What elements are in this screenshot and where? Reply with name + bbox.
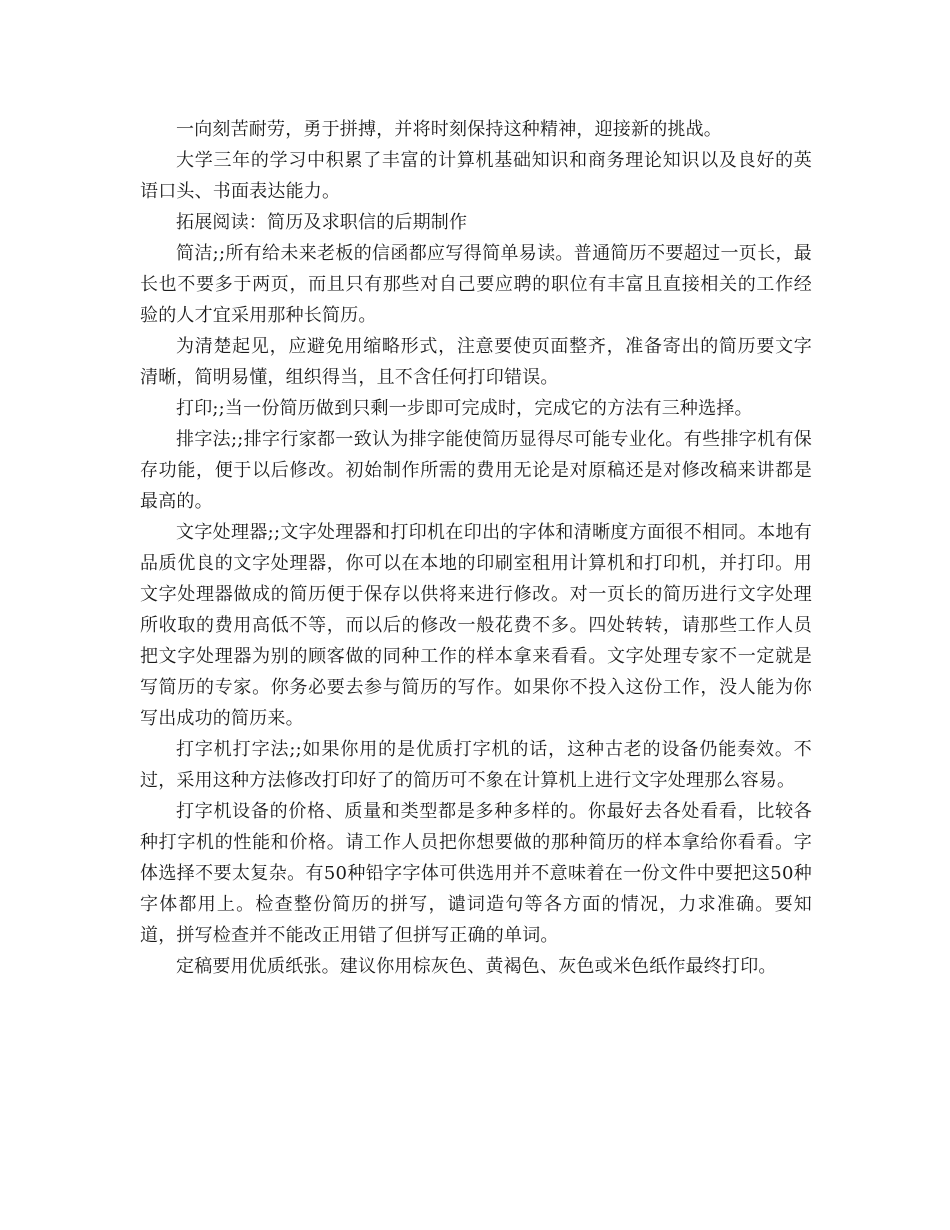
extended-reading-heading: 拓展阅读：简历及求职信的后期制作 [176,212,468,233]
document-body [140,114,812,982]
paragraph-paper: 定稿要用优质纸张。建议你用棕灰色、黄褐色、灰色或米色纸作最终打印。 [176,956,777,977]
paragraph-2: 大学三年的学习中积累了丰富的计算机基础知识和商务理论知识以及良好的英语口头、书面表达能力。 [140,150,812,202]
paragraph-typesetting: 排字法;;排字行家都一致认为排字能使简历显得尽可能专业化。有些排字机有保存功能，便于以后修改。初始制作所需的费用无论是对原稿还是对修改稿来讲都是最高的。 [140,429,812,512]
paragraph-clarity: 为清楚起见，应避免用缩略形式，注意要使页面整齐，准备寄出的简历要文字清晰，简明易懂，组织得当，且不含任何打印错误。 [140,336,812,388]
paragraph-typewriter: 打字机打字法;;如果你用的是优质打字机的话，这种古老的设备仍能奏效。不过，采用这种方法修改打印好了的简历可不象在计算机上进行文字处理那么容易。 [140,739,812,791]
paragraph-1: 一向刻苦耐劳，勇于拼搏，并将时刻保持这种精神，迎接新的挑战。 [176,119,722,140]
paragraph-printing: 打印;;当一份简历做到只剩一步即可完成时，完成它的方法有三种选择。 [176,398,753,419]
paragraph-word-processor: 文字处理器;;文字处理器和打印机在印出的字体和清晰度方面很不相同。本地有品质优良的文字处理器，你可以在本地的印刷室租用计算机和打印机，并打印。用文字处理器做成的简历便于保存以供将来进行修改。对一页长的简历进行文字处理所收取的费用高低不等，而以后的修改一般花费不多。四处转转，请那些工作人员把文字处理器为别的顾客做的同种工作的样本拿来看看。文字处理专家不一定就是写简历的专家。你务必要去参与简历的写作。如果你不投入这份工作，没人能为你写出成功的简历来。 [140,522,812,729]
paragraph-typewriter-equipment: 打字机设备的价格、质量和类型都是多种多样的。你最好去各处看看，比较各种打字机的性能和价格。请工作人员把你想要做的那种简历的样本拿给你看看。字体选择不要太复杂。有50种铅字字体可供选用并不意味着在一份文件中要把这50种字体都用上。检查整份简历的拼写，谴词造句等各方面的情况，力求准确。要知道，拼写检查并不能改正用错了但拼写正确的单词。 [140,801,812,946]
paragraph-concise: 简洁;;所有给未来老板的信函都应写得简单易读。普通简历不要超过一页长，最长也不要多于两页，而且只有那些对自己要应聘的职位有丰富且直接相关的工作经验的人才宜采用那种长简历。 [140,243,812,326]
